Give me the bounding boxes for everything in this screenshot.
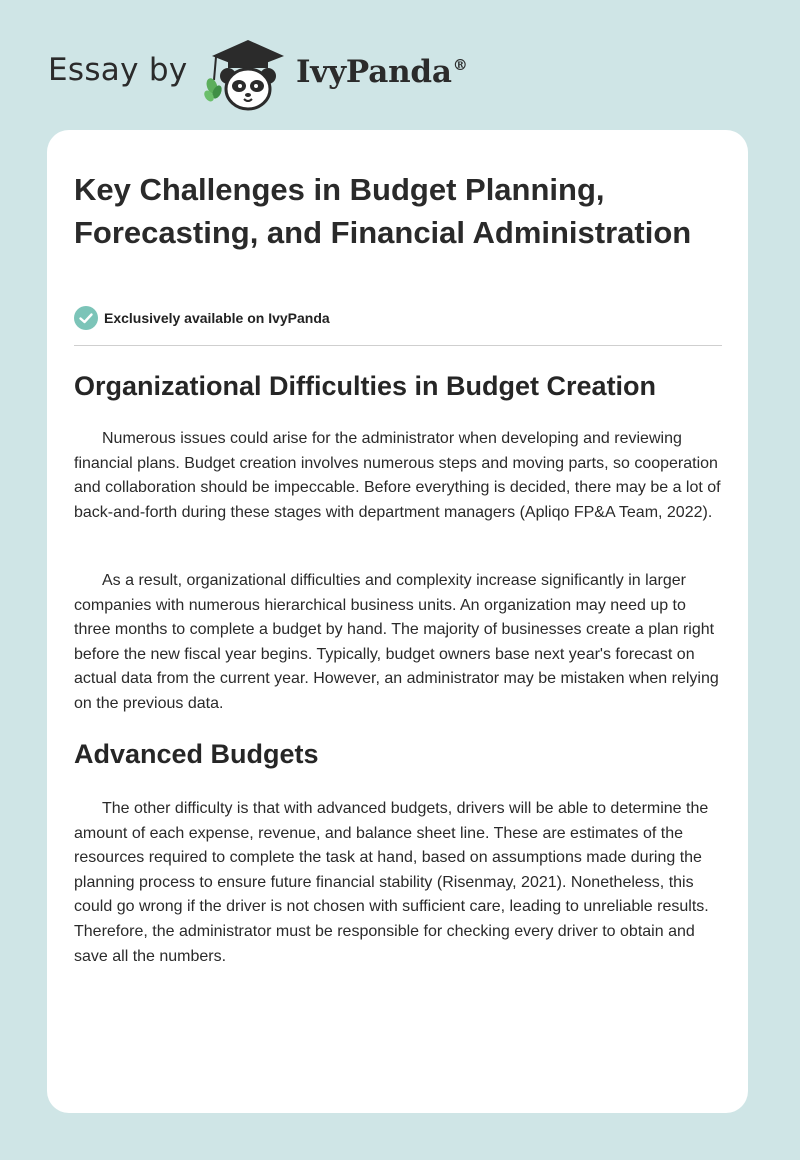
availability-text: Exclusively available on IvyPanda [104, 310, 330, 326]
brand-logo-text[interactable]: IvyPanda® [296, 54, 468, 90]
registered-mark: ® [452, 56, 468, 74]
page-title: Key Challenges in Budget Planning, Forecasting, and Financial Administration [74, 172, 692, 250]
essay-by-label: Essay by [48, 52, 188, 88]
section-heading: Advanced Budgets [74, 739, 319, 769]
paragraph: The other difficulty is that with advanced budgets, drivers will be able to determine the amount of each expense, revenue, and balance sheet line. These are estimates of the resources required to complete the task at hand, based on assumptions made during the planning process to ensure future financial stability (Risenmay, 2021). Nonetheless, this could go wrong if the driver is not chosen with sufficient care, leading to unreliable results. Therefore, the administrator must be responsible for checking every driver to obtain and save all the numbers. [74, 800, 709, 965]
essay-card [47, 130, 748, 1113]
paragraph: As a result, organizational difficulties and complexity increase significantly in larger companies with numerous hierarchical business units. An organization may need up to three months to complete a budget by hand. The majority of businesses create a plan right before the new fiscal year begins. Typically, budget owners base next year's forecast on actual data from the current year. However, an administrator may be mistaken when relying on the previous data. [74, 572, 719, 712]
availability-badge [74, 305, 330, 331]
paragraph: Numerous issues could arise for the administrator when developing and reviewing financial plans. Budget creation involves numerous steps and moving parts, so cooperation and collaboration should be impeccable. Before everything is decided, there may be a lot of back-and-forth during these stages with department managers (Apliqo FP&A Team, 2022). [74, 430, 721, 521]
title-divider [74, 345, 722, 346]
check-circle-icon [74, 306, 98, 330]
site-header [0, 0, 800, 130]
panda-graduate-icon[interactable] [200, 34, 296, 114]
section-heading: Organizational Difficulties in Budget Creation [74, 371, 657, 401]
